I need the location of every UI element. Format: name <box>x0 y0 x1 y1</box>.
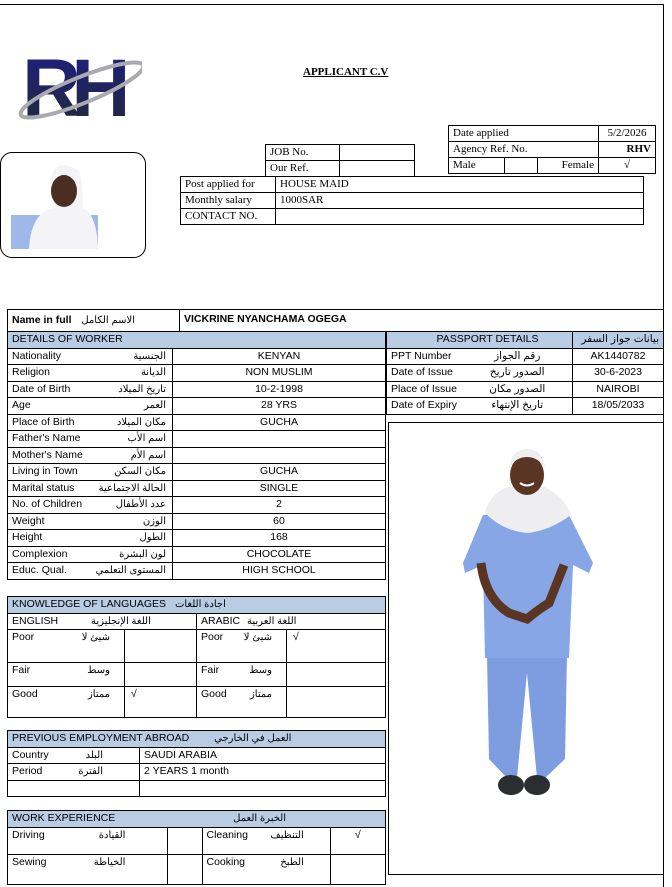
passport-label: Date of Expiry <box>387 398 463 415</box>
female-checkbox[interactable]: √ <box>599 158 656 174</box>
worker-label: Place of Birth <box>12 415 75 428</box>
worker-label-ar: الوزن <box>142 515 166 527</box>
ref-table <box>265 144 415 177</box>
our-ref-field[interactable] <box>340 161 415 177</box>
experience-skill: Cooking <box>206 855 246 868</box>
experience-section-header: WORK EXPERIENCE <box>12 812 116 825</box>
company-logo <box>14 40 142 125</box>
employment-section-header: PREVIOUS EMPLOYMENT ABROAD <box>12 732 190 745</box>
post-applied-value[interactable]: HOUSE MAID <box>276 177 644 193</box>
worker-row <box>8 447 386 464</box>
worker-label: Complexion <box>12 547 68 560</box>
english-level-checkbox[interactable]: √ <box>125 687 197 718</box>
experience-skill-cell <box>8 854 168 884</box>
arabic-level-checkbox[interactable] <box>287 663 386 687</box>
passport-table <box>386 331 664 415</box>
arabic-label: ARABIC <box>201 614 241 627</box>
worker-row <box>8 464 386 481</box>
experience-skill-ar: الطبخ <box>280 856 304 868</box>
level-label-ar: ممتاز <box>87 689 110 700</box>
full-name-value[interactable]: VICKRINE NYANCHAMA OGEGA <box>180 310 664 332</box>
applicant-full-body-photo <box>388 422 664 875</box>
worker-row <box>8 365 386 382</box>
applicant-portrait-photo <box>0 152 146 258</box>
worker-label-cell <box>8 546 173 563</box>
experience-skill-cell <box>202 854 330 884</box>
experience-skill-cell <box>8 827 168 854</box>
svg-text:RH: RH <box>22 43 121 125</box>
contact-label: CONTACT NO. <box>181 209 276 225</box>
worker-label-ar: مكان الميلاد <box>116 416 166 428</box>
agency-ref-value[interactable]: RHV <box>599 142 656 158</box>
worker-label-cell <box>8 513 173 530</box>
male-checkbox[interactable] <box>505 158 538 174</box>
employment-value[interactable]: SAUDI ARABIA <box>140 747 386 764</box>
experience-checkbox[interactable]: √ <box>330 827 385 854</box>
employment-label-ar: البلد <box>85 749 103 761</box>
date-applied-label: Date applied <box>449 126 599 142</box>
worker-label-cell <box>8 381 173 398</box>
passport-value[interactable]: AK1440782 <box>573 348 664 365</box>
arabic-level-label-cell <box>197 687 287 718</box>
passport-label-ar: الصدور تاريخ <box>463 365 573 382</box>
english-level-checkbox[interactable] <box>125 663 197 687</box>
english-label: ENGLISH <box>12 614 59 627</box>
worker-value[interactable] <box>173 447 386 464</box>
level-label-ar: شيئ لا <box>243 632 272 643</box>
passport-row <box>387 398 664 415</box>
arabic-level-label-cell <box>197 630 287 663</box>
date-table <box>448 125 656 174</box>
worker-label-cell <box>8 431 173 448</box>
employment-section-header-ar: العمل في الخارجي <box>214 733 292 745</box>
worker-row <box>8 497 386 514</box>
experience-skill-ar: الخياطة <box>93 856 126 868</box>
worker-label: Educ. Qual. <box>12 564 67 577</box>
english-level-label-cell <box>8 663 125 687</box>
worker-label-ar: الديانة <box>140 367 166 379</box>
name-label-cell <box>8 310 180 332</box>
worker-label: Father's Name <box>12 432 81 445</box>
worker-value[interactable]: GUCHA <box>173 464 386 481</box>
employment-row <box>8 780 386 797</box>
employment-label-cell <box>8 747 140 764</box>
level-label: Good <box>12 688 38 700</box>
level-label-ar: وسط <box>87 665 110 676</box>
worker-label: Mother's Name <box>12 448 83 461</box>
experience-section-header-ar: الخبرة العمل <box>233 813 286 825</box>
worker-label-ar: مكان السكن <box>114 466 166 478</box>
worker-section-header: DETAILS OF WORKER <box>8 332 386 349</box>
worker-label: Age <box>12 399 31 412</box>
employment-label-cell <box>8 764 140 781</box>
worker-label-ar: الحالة الاجتماعية <box>98 482 166 494</box>
experience-checkbox[interactable] <box>330 854 385 884</box>
post-applied-label: Post applied for <box>181 177 276 193</box>
worker-label-ar: الجنسية <box>133 350 166 362</box>
experience-skill-ar: القيادة <box>98 829 126 841</box>
passport-label-ar: رقم الجواز <box>463 348 573 365</box>
worker-label-ar: الطول <box>139 532 166 544</box>
languages-table <box>7 596 386 718</box>
experience-row <box>8 827 386 854</box>
english-level-label-cell <box>8 630 125 663</box>
worker-label-cell <box>8 530 173 547</box>
arabic-level-checkbox[interactable] <box>287 687 386 718</box>
worker-row <box>8 563 386 580</box>
worker-label-cell <box>8 398 173 415</box>
worker-row <box>8 513 386 530</box>
worker-label-ar: تاريخ الميلاد <box>118 383 166 395</box>
worker-value[interactable]: SINGLE <box>173 480 386 497</box>
level-label-ar: شيئ لا <box>81 632 110 643</box>
worker-label: No. of Children <box>12 498 83 511</box>
monthly-salary-label: Monthly salary <box>181 193 276 209</box>
worker-value[interactable]: HIGH SCHOOL <box>173 563 386 580</box>
level-label: Fair <box>201 664 220 676</box>
language-level-row <box>8 663 386 687</box>
experience-checkbox[interactable] <box>168 854 202 884</box>
name-label-ar: الاسم الكامل <box>81 315 135 326</box>
passport-label: PPT Number <box>387 348 463 365</box>
level-label: Fair <box>12 664 31 676</box>
worker-details-table <box>7 331 386 580</box>
worker-value[interactable]: NON MUSLIM <box>173 365 386 382</box>
passport-label: Date of Issue <box>387 365 463 382</box>
worker-label-cell <box>8 365 173 382</box>
work-experience-table <box>7 810 386 885</box>
date-applied-value[interactable]: 5/2/2026 <box>599 126 656 142</box>
passport-section-header: PASSPORT DETAILS <box>387 332 573 349</box>
level-label: Poor <box>201 631 224 643</box>
employment-value[interactable] <box>140 780 386 797</box>
worker-label: Weight <box>12 514 45 527</box>
passport-value[interactable]: NAIROBI <box>573 381 664 398</box>
passport-label: Place of Issue <box>387 381 463 398</box>
worker-row <box>8 530 386 547</box>
experience-skill-cell <box>202 827 330 854</box>
job-no-field[interactable] <box>340 145 415 161</box>
contact-value[interactable] <box>276 209 644 225</box>
worker-value[interactable]: GUCHA <box>173 414 386 431</box>
worker-value[interactable]: 28 YRS <box>173 398 386 415</box>
level-label-ar: وسط <box>249 665 272 676</box>
passport-value[interactable]: 18/05/2033 <box>573 398 664 415</box>
worker-value[interactable] <box>173 431 386 448</box>
worker-value[interactable]: 10-2-1998 <box>173 381 386 398</box>
languages-section-header-cell <box>8 597 386 614</box>
worker-row <box>8 398 386 415</box>
worker-label-cell <box>8 480 173 497</box>
page-title: APPLICANT C.V <box>303 66 389 78</box>
worker-label: Marital status <box>12 481 75 494</box>
worker-label-ar: لون البشرة <box>119 548 166 560</box>
employment-row <box>8 747 386 764</box>
experience-skill: Cleaning <box>206 828 248 841</box>
passport-value[interactable]: 30-6-2023 <box>573 365 664 382</box>
employment-table <box>7 730 386 797</box>
worker-row <box>8 431 386 448</box>
worker-label-ar: اسم الأم <box>130 449 166 461</box>
level-label: Poor <box>12 631 35 643</box>
worker-label-cell <box>8 563 173 580</box>
passport-label-ar: تاريخ الإنتهاء <box>463 398 573 415</box>
worker-label: Nationality <box>12 349 62 362</box>
languages-section-header-ar: اجادة اللغات <box>174 599 226 611</box>
worker-label-ar: العمر <box>144 400 166 412</box>
our-ref-label: Our Ref. <box>266 161 340 177</box>
worker-row <box>8 480 386 497</box>
worker-label-cell <box>8 464 173 481</box>
arabic-level-label-cell <box>197 663 287 687</box>
english-level-label-cell <box>8 687 125 718</box>
worker-label-ar: عدد الأطفال <box>115 499 166 511</box>
worker-label-cell <box>8 447 173 464</box>
languages-section-header: KNOWLEDGE OF LANGUAGES <box>12 598 167 611</box>
worker-row <box>8 348 386 365</box>
experience-row <box>8 854 386 884</box>
worker-row <box>8 381 386 398</box>
worker-label: Height <box>12 531 43 544</box>
language-level-row <box>8 687 386 718</box>
language-level-row <box>8 630 386 663</box>
employment-label-cell <box>8 780 140 797</box>
arabic-header-cell <box>197 613 386 630</box>
female-label: Female <box>538 158 599 174</box>
employment-value[interactable]: 2 YEARS 1 month <box>140 764 386 781</box>
arabic-label-ar: اللغة العربية <box>247 615 297 627</box>
employment-section-header-cell <box>8 731 386 748</box>
english-level-checkbox[interactable] <box>125 630 197 663</box>
male-label: Male <box>449 158 505 174</box>
worker-value[interactable]: KENYAN <box>173 348 386 365</box>
employment-label: Period <box>12 765 43 778</box>
worker-label-ar: المستوى التعلمي <box>95 565 166 577</box>
passport-section-header-ar: بيانات جواز السفر <box>573 332 664 349</box>
arabic-level-checkbox[interactable]: √ <box>287 630 386 663</box>
employment-label-ar: الفترة <box>78 766 103 778</box>
worker-value[interactable]: 168 <box>173 530 386 547</box>
english-header-cell <box>8 613 197 630</box>
passport-row <box>387 381 664 398</box>
passport-row <box>387 365 664 382</box>
worker-value[interactable]: 60 <box>173 513 386 530</box>
experience-checkbox[interactable] <box>168 827 202 854</box>
worker-label: Living in Town <box>12 465 78 478</box>
experience-section-header-cell <box>8 811 386 828</box>
employment-row <box>8 764 386 781</box>
monthly-salary-value[interactable]: 1000SAR <box>276 193 644 209</box>
worker-value[interactable]: CHOCOLATE <box>173 546 386 563</box>
job-no-label: JOB No. <box>266 145 340 161</box>
experience-skill: Sewing <box>12 855 47 868</box>
experience-skill-ar: التنظيف <box>270 829 304 841</box>
name-table <box>7 309 664 332</box>
level-label-ar: ممتاز <box>249 689 272 700</box>
experience-skill: Driving <box>12 828 45 841</box>
post-table <box>180 176 644 225</box>
worker-label: Date of Birth <box>12 382 71 395</box>
worker-value[interactable]: 2 <box>173 497 386 514</box>
passport-row <box>387 348 664 365</box>
employment-label: Country <box>12 748 49 761</box>
worker-row <box>8 546 386 563</box>
level-label: Good <box>201 688 227 700</box>
passport-label-ar: الصدور مكان <box>463 381 573 398</box>
worker-label-ar: اسم الأب <box>127 433 166 445</box>
worker-label-cell <box>8 497 173 514</box>
name-label: Name in full <box>12 314 72 326</box>
agency-ref-label: Agency Ref. No. <box>449 142 599 158</box>
worker-row <box>8 414 386 431</box>
english-label-ar: اللغة الإنجليزية <box>91 615 151 627</box>
worker-label-cell <box>8 348 173 365</box>
worker-label: Religion <box>12 366 50 379</box>
worker-label-cell <box>8 414 173 431</box>
